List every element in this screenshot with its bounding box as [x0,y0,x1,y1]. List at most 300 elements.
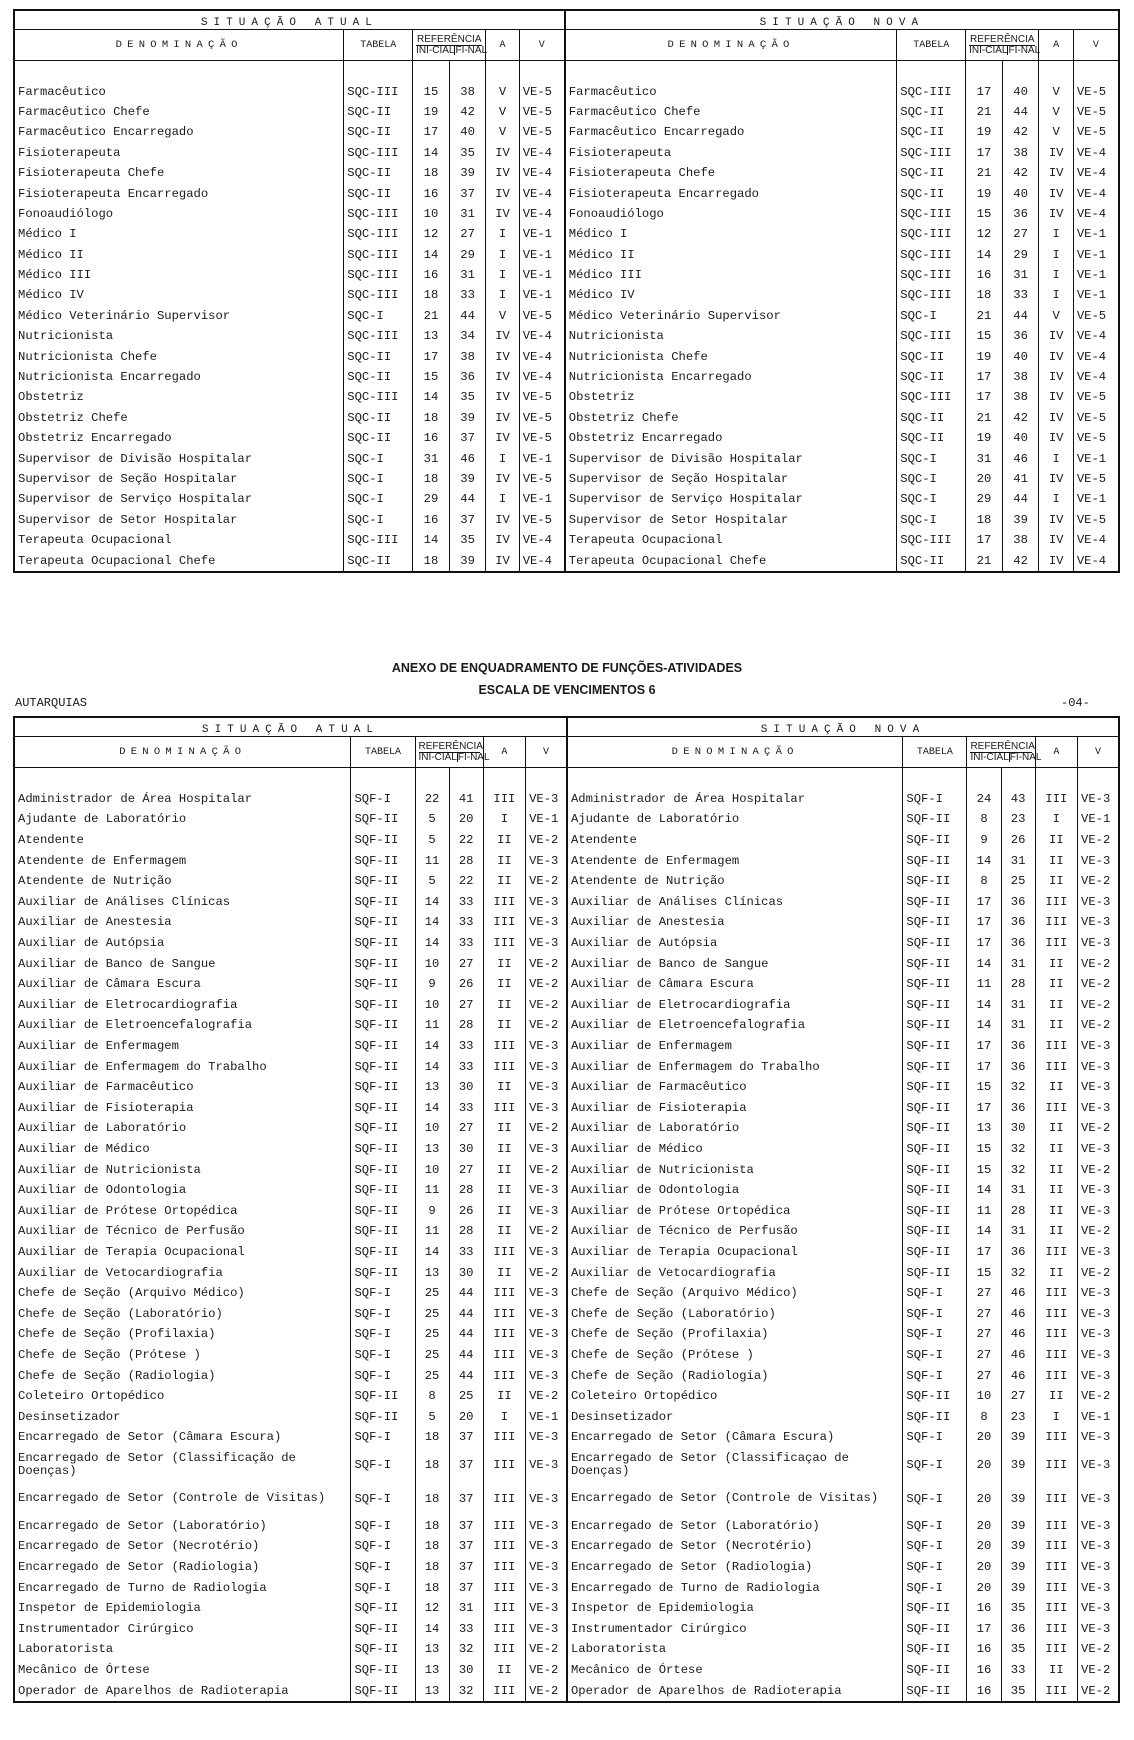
ref-inicial-new: 16 [967,1680,1001,1702]
job-title: Obstetriz Encarregado [18,431,172,446]
col-v-new-2: V [1078,737,1119,768]
ref-final-new: 26 [1001,830,1035,851]
table-row [14,1221,1119,1242]
tabela: SQF-II [351,871,415,892]
job-title: Auxiliar de Odontologia [18,1183,187,1198]
job-title: Auxiliar de Eletrocardiografia [18,997,238,1012]
tabela: SQF-I [351,1482,415,1516]
ref-final: 37 [449,1448,483,1482]
ref-final: 25 [449,1386,483,1407]
a-class-new: III [1035,1598,1077,1619]
job-title: Encarregado de Setor (Radiologia) [18,1560,260,1575]
ref-final: 27 [449,224,486,244]
ref-inicial: 18 [413,285,450,305]
job-title-new: Médico Veterinário Supervisor [565,306,897,326]
a-class-new: IV [1039,428,1073,448]
tabela: SQF-I [351,1303,415,1324]
v-class-new: VE-3 [1078,789,1119,810]
v-class-new: VE-2 [1078,871,1119,892]
table-row [14,974,1119,995]
a-class: V [486,81,519,101]
ref-final: 37 [449,1557,483,1578]
ref-inicial: 14 [415,1056,449,1077]
v-class: VE-3 [526,1077,567,1098]
v-class: VE-2 [526,1660,567,1681]
tabela: SQC-III [344,285,413,305]
ref-final: 37 [449,1516,483,1537]
v-class-new: VE-2 [1078,974,1119,995]
ref-final: 33 [449,1056,483,1077]
ref-final: 37 [449,428,486,448]
job-title: Auxiliar de Fisioterapia [18,1100,194,1115]
v-class-new: VE-3 [1078,1324,1119,1345]
table-row [14,1598,1119,1619]
ref-inicial: 11 [415,850,449,871]
v-class-new: VE-5 [1073,428,1119,448]
ref-final: 28 [449,1015,483,1036]
tabela: SQF-II [351,1056,415,1077]
ref-inicial-new: 21 [966,408,1003,428]
ref-inicial-new: 21 [966,306,1003,326]
job-title: Administrador de Área Hospitalar [18,791,253,806]
v-class: VE-3 [526,1242,567,1263]
a-class-new: III [1035,1619,1077,1640]
ref-final: 37 [449,1427,483,1448]
table-row [14,1345,1119,1366]
v-class-new: VE-4 [1073,143,1119,163]
ref-inicial-new: 9 [967,830,1001,851]
ref-inicial-new: 24 [967,789,1001,810]
ref-final: 31 [449,204,486,224]
ref-final: 44 [449,1345,483,1366]
tabela: SQC-I [344,469,413,489]
ref-final: 37 [449,1482,483,1516]
v-class: VE-3 [526,789,567,810]
v-class-new: VE-5 [1073,510,1119,530]
v-class: VE-3 [526,1180,567,1201]
job-title: Médico IV [18,288,84,303]
table-row [14,1406,1119,1427]
ref-final-new: 38 [1002,387,1039,407]
ref-inicial-new: 19 [966,346,1003,366]
ref-inicial: 18 [415,1516,449,1537]
a-class-new: II [1035,953,1077,974]
annex-title: ANEXO DE ENQUADRAMENTO DE FUNÇÕES-ATIVIDADES [391,661,743,675]
tabela: SQC-II [344,163,413,183]
ref-final: 35 [449,530,486,550]
tabela: SQC-III [344,143,413,163]
tabela: SQF-I [351,1516,415,1537]
tabela-new: SQF-II [903,1386,967,1407]
table-row [14,1118,1119,1139]
scale-title: ESCALA DE VENCIMENTOS 6 [478,683,656,697]
job-title-new: Auxiliar de Farmacêutico [567,1077,903,1098]
a-class-new: III [1035,1482,1077,1516]
job-title-new: Médico I [565,224,897,244]
tabela: SQF-II [351,1406,415,1427]
v-class-new: VE-3 [1078,1303,1119,1324]
a-class: II [483,1118,525,1139]
a-class: III [483,1598,525,1619]
tabela: SQC-II [344,102,413,122]
v-class: VE-4 [519,143,565,163]
job-title-new: Auxiliar de Enfermagem [567,1036,903,1057]
ref-final-new: 33 [1002,285,1039,305]
ref-inicial-new: 17 [967,912,1001,933]
v-class-new: VE-3 [1078,1365,1119,1386]
tabela-new: SQF-I [903,789,967,810]
job-title-new: Obstetriz Chefe [565,408,897,428]
ref-final: 30 [449,1077,483,1098]
ref-final-new: 41 [1002,469,1039,489]
a-class: III [483,1427,525,1448]
job-title: Auxiliar de Autópsia [18,936,165,951]
ref-inicial: 25 [415,1365,449,1386]
ref-inicial: 29 [413,489,450,509]
v-class: VE-4 [519,367,565,387]
a-class-new: III [1035,1448,1077,1482]
a-class-new: II [1035,1386,1077,1407]
table-row [14,1427,1119,1448]
tabela: SQF-I [351,1283,415,1304]
job-title-new: Supervisor de Serviço Hospitalar [565,489,897,509]
ref-inicial-new: 15 [967,1262,1001,1283]
job-title: Auxiliar de Médico [18,1141,150,1156]
job-title-new: Farmacêutico [565,81,897,101]
job-title: Auxiliar de Terapia Ocupacional [18,1244,245,1259]
ref-inicial-new: 17 [967,1619,1001,1640]
ref-final: 26 [449,974,483,995]
ref-inicial: 14 [415,1619,449,1640]
v-class-new: VE-3 [1078,850,1119,871]
tabela: SQF-I [351,1577,415,1598]
table-row [14,1680,1119,1702]
v-class: VE-5 [519,408,565,428]
job-title: Instrumentador Cirúrgico [18,1621,194,1636]
ref-final-new: 39 [1001,1482,1035,1516]
v-class: VE-5 [519,387,565,407]
v-class: VE-4 [519,183,565,203]
col-v: V [519,30,565,61]
ref-final-new: 36 [1001,1242,1035,1263]
v-class: VE-3 [526,1365,567,1386]
table-row [14,1557,1119,1578]
a-class: IV [486,428,519,448]
a-class-new: II [1035,1118,1077,1139]
job-title-new: Supervisor de Seção Hospitalar [565,469,897,489]
tabela: SQC-I [344,448,413,468]
tabela-new: SQF-II [903,1056,967,1077]
a-class-new: V [1039,306,1073,326]
ref-inicial-new: 14 [967,1180,1001,1201]
v-class: VE-1 [519,265,565,285]
ref-final: 37 [449,1577,483,1598]
tabela-new: SQC-I [897,448,966,468]
job-title: Auxiliar de Câmara Escura [18,977,201,992]
ref-final: 33 [449,933,483,954]
v-class-new: VE-3 [1078,1139,1119,1160]
job-title: Mecânico de Órtese [18,1663,150,1678]
ref-inicial-new: 11 [967,1200,1001,1221]
table-row [14,1262,1119,1283]
v-class-new: VE-4 [1073,163,1119,183]
job-title: Auxiliar de Eletroencefalografia [18,1018,253,1033]
job-title: Supervisor de Serviço Hospitalar [18,492,253,507]
a-class: III [483,1516,525,1537]
table-row [14,1242,1119,1263]
a-class: II [483,974,525,995]
v-class: VE-3 [526,1619,567,1640]
a-class-new: II [1035,1015,1077,1036]
job-title: Coleteiro Ortopédico [18,1389,165,1404]
job-title-new: Auxiliar de Técnico de Perfusão [567,1221,903,1242]
ref-final-new: 23 [1001,1406,1035,1427]
v-class: VE-5 [519,428,565,448]
job-title: Auxiliar de Vetocardiografia [18,1265,223,1280]
v-class-new: VE-3 [1078,1242,1119,1263]
job-title-new: Chefe de Seção (Radiologia) [567,1365,903,1386]
a-class: III [483,1448,525,1482]
ref-inicial-new: 20 [967,1557,1001,1578]
ref-inicial: 18 [413,163,450,183]
a-class: IV [486,183,519,203]
a-class: III [483,1536,525,1557]
tabela: SQC-I [344,510,413,530]
job-title-new: Mecânico de Órtese [567,1660,903,1681]
tabela-new: SQF-II [903,1139,967,1160]
tabela: SQF-I [351,1536,415,1557]
ref-inicial-new: 29 [966,489,1003,509]
v-class-new: VE-5 [1073,408,1119,428]
job-title-new: Auxiliar de Nutricionista [567,1159,903,1180]
tabela-new: SQF-II [903,912,967,933]
table-row [14,1324,1119,1345]
ref-final-new: 46 [1001,1283,1035,1304]
ref-final-new: 42 [1002,122,1039,142]
ref-final: 36 [449,367,486,387]
v-class: VE-3 [526,1448,567,1482]
a-class: IV [486,367,519,387]
ref-final-new: 40 [1002,81,1039,101]
job-title-new: Encarregado de Setor (Radiologia) [567,1557,903,1578]
job-title-new: Auxiliar de Enfermagem do Trabalho [567,1056,903,1077]
job-title-new: Laboratorista [567,1639,903,1660]
ref-inicial: 12 [413,224,450,244]
ref-inicial-new: 17 [967,933,1001,954]
ref-final: 37 [449,510,486,530]
tabela: SQF-I [351,789,415,810]
col-denominacao-2: DENOMINAÇÃO [14,737,351,768]
v-class: VE-4 [519,550,565,571]
tabela-new: SQF-II [903,974,967,995]
ref-inicial: 10 [415,953,449,974]
job-title-new: Supervisor de Divisão Hospitalar [565,448,897,468]
ref-final-new: 31 [1002,265,1039,285]
a-class-new: III [1035,933,1077,954]
a-class-new: III [1035,1680,1077,1702]
job-title-new: Auxiliar de Fisioterapia [567,1098,903,1119]
v-class: VE-4 [519,326,565,346]
ref-inicial-new: 31 [966,448,1003,468]
tabela-new: SQF-II [903,1159,967,1180]
a-class-new: III [1035,892,1077,913]
table-row [14,387,1119,407]
a-class-new: III [1035,789,1077,810]
ref-inicial: 18 [415,1427,449,1448]
v-class-new: VE-1 [1073,285,1119,305]
ref-inicial: 14 [415,1242,449,1263]
ref-final-new: 46 [1001,1303,1035,1324]
ref-final-new: 25 [1001,871,1035,892]
job-title-new: Atendente de Nutrição [567,871,903,892]
a-class-new: II [1035,1180,1077,1201]
ref-final: 42 [449,102,486,122]
ref-inicial: 18 [415,1482,449,1516]
v-class: VE-3 [526,1577,567,1598]
v-class: VE-3 [526,1557,567,1578]
tabela: SQF-II [351,1036,415,1057]
ref-inicial: 25 [415,1303,449,1324]
v-class-new: VE-3 [1078,933,1119,954]
tabela-new: SQC-III [897,326,966,346]
job-title-new: Chefe de Seção (Profilaxia) [567,1324,903,1345]
a-class-new: III [1035,1303,1077,1324]
job-title: Médico III [18,268,92,283]
ref-inicial-new: 15 [967,1077,1001,1098]
table-row [14,1200,1119,1221]
a-class-new: II [1035,974,1077,995]
table-row [14,1577,1119,1598]
job-title: Auxiliar de Banco de Sangue [18,956,216,971]
ref-final: 38 [449,81,486,101]
ref-inicial: 11 [415,1015,449,1036]
ref-inicial: 18 [415,1536,449,1557]
ref-inicial-new: 14 [967,1015,1001,1036]
a-class-new: V [1039,81,1073,101]
a-class-new: I [1035,1406,1077,1427]
ref-inicial-new: 12 [966,224,1003,244]
tabela: SQC-II [344,367,413,387]
tabela-new: SQC-III [897,81,966,101]
ref-final-new: 38 [1002,530,1039,550]
table-row [14,448,1119,468]
tabela-new: SQF-I [903,1482,967,1516]
v-class: VE-3 [526,1098,567,1119]
job-title: Encarregado de Setor (Câmara Escura) [18,1430,282,1445]
v-class: VE-3 [526,912,567,933]
table-row [14,224,1119,244]
ref-inicial: 13 [413,326,450,346]
v-class-new: VE-3 [1078,1180,1119,1201]
tabela: SQC-I [344,306,413,326]
tabela: SQC-III [344,387,413,407]
a-class: III [483,1639,525,1660]
tabela-new: SQF-I [903,1345,967,1366]
v-class: VE-3 [526,1516,567,1537]
tabela: SQF-II [351,809,415,830]
ref-inicial: 14 [413,387,450,407]
tabela: SQF-II [351,1598,415,1619]
ref-final-new: 46 [1001,1365,1035,1386]
job-title: Auxiliar de Técnico de Perfusão [18,1224,245,1239]
a-class: I [486,285,519,305]
tabela: SQF-II [351,1200,415,1221]
v-class: VE-2 [526,953,567,974]
tabela-new: SQC-III [897,245,966,265]
a-class: IV [486,510,519,530]
v-class-new: VE-2 [1078,1660,1119,1681]
job-title: Médico II [18,247,84,262]
v-class-new: VE-1 [1078,809,1119,830]
job-title-new: Obstetriz Encarregado [565,428,897,448]
v-class-new: VE-4 [1073,346,1119,366]
table-health-current-vs-new-1 [13,9,1120,573]
ref-final-new: 39 [1001,1516,1035,1537]
table-row [14,245,1119,265]
ref-final-new: 39 [1002,510,1039,530]
ref-inicial: 10 [413,204,450,224]
tabela: SQF-II [351,1118,415,1139]
tabela-new: SQF-II [903,809,967,830]
ref-final: 27 [449,953,483,974]
a-class-new: III [1035,1098,1077,1119]
ref-inicial-new: 8 [967,1406,1001,1427]
ref-final-new: 32 [1001,1139,1035,1160]
v-class: VE-3 [526,1427,567,1448]
a-class: III [483,1365,525,1386]
ref-inicial-new: 17 [967,1098,1001,1119]
tabela-new: SQC-II [897,408,966,428]
ref-inicial: 18 [413,550,450,571]
tabela-new: SQF-II [903,830,967,851]
v-class: VE-3 [526,1598,567,1619]
page-number: -04- [1061,696,1090,710]
a-class-new: IV [1039,143,1073,163]
job-title-new: Farmacêutico Encarregado [565,122,897,142]
tabela-new: SQF-II [903,1200,967,1221]
v-class-new: VE-3 [1078,1200,1119,1221]
v-class-new: VE-4 [1073,530,1119,550]
tabela: SQF-II [351,974,415,995]
ref-inicial: 5 [415,830,449,851]
a-class: III [483,1557,525,1578]
job-title: Supervisor de Seção Hospitalar [18,472,238,486]
a-class-new: II [1035,1660,1077,1681]
v-class: VE-2 [526,1639,567,1660]
ref-inicial-new: 10 [967,1386,1001,1407]
table-row [14,122,1119,142]
tabela-new: SQF-I [903,1427,967,1448]
ref-inicial-new: 17 [966,81,1003,101]
ref-final-new: 35 [1001,1598,1035,1619]
ref-final: 33 [449,285,486,305]
v-class: VE-3 [526,1345,567,1366]
ref-inicial-new: 17 [967,1056,1001,1077]
a-class: III [483,1324,525,1345]
tabela-new: SQF-I [903,1448,967,1482]
a-class: II [483,1139,525,1160]
ref-final-new: 31 [1001,953,1035,974]
job-title-new: Médico III [565,265,897,285]
tabela-new: SQF-II [903,1180,967,1201]
tabela: SQF-II [351,1159,415,1180]
tabela-new: SQF-II [903,1036,967,1057]
a-class-new: II [1035,995,1077,1016]
ref-inicial: 13 [415,1139,449,1160]
job-title: Fisioterapeuta [18,145,121,160]
a-class: IV [486,163,519,183]
v-class-new: VE-2 [1078,1118,1119,1139]
